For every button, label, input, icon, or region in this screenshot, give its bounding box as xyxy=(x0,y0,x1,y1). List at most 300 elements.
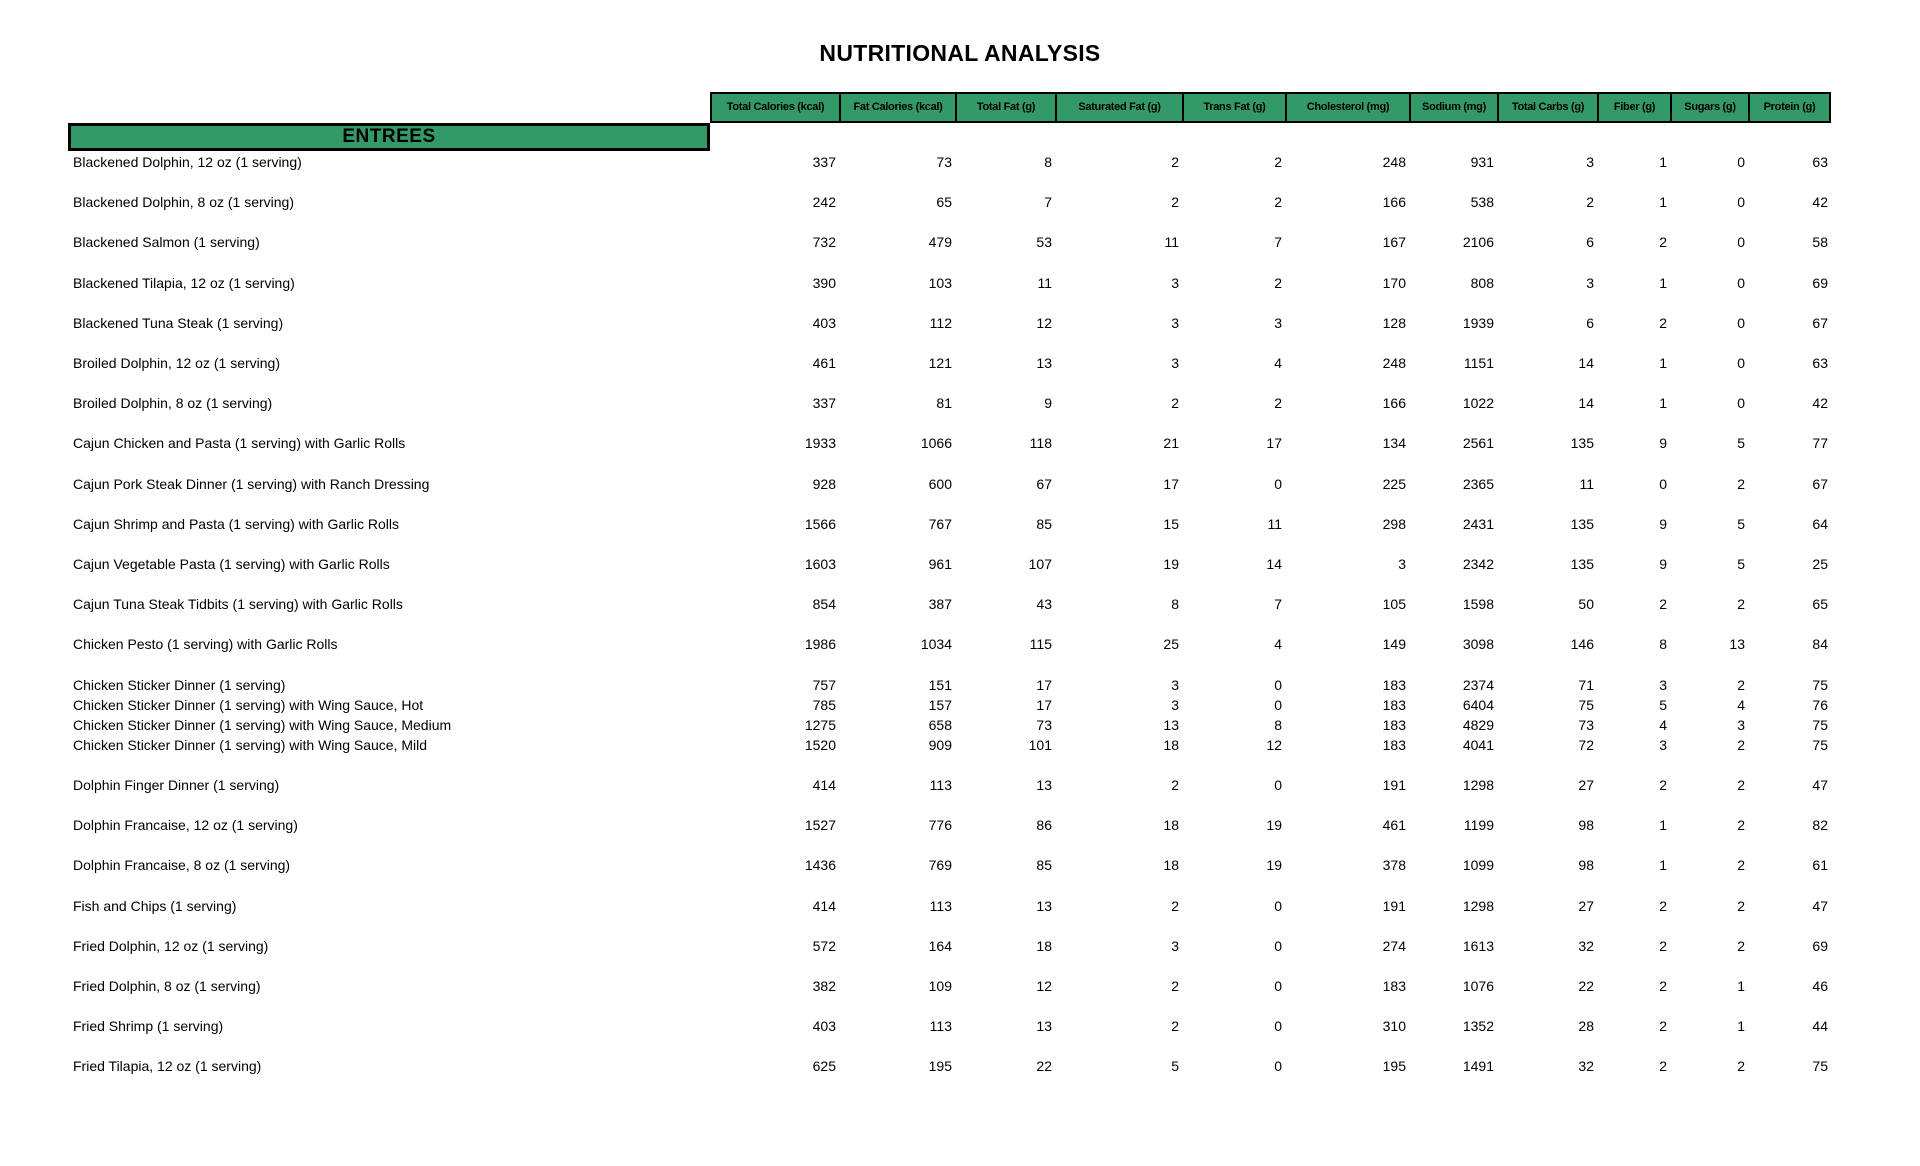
value-cell: 9 xyxy=(1659,435,1667,452)
value-cell: 2 xyxy=(1659,777,1667,793)
value-cell: 625 xyxy=(812,1058,836,1075)
value-cell: 1 xyxy=(1659,154,1667,171)
table-row xyxy=(68,303,1831,343)
value-cell: 8 xyxy=(1044,154,1052,171)
value-cell: 8 xyxy=(1659,636,1667,653)
value-cell: 53 xyxy=(1036,234,1052,251)
value-cell: 248 xyxy=(1382,355,1406,372)
value-cell: 8 xyxy=(1274,716,1282,733)
value-cell: 769 xyxy=(928,857,952,874)
value-cell: 1275 xyxy=(804,716,836,733)
value-cell: 46 xyxy=(1812,977,1828,994)
value-cell: 86 xyxy=(1036,817,1052,834)
value-cell: 170 xyxy=(1382,274,1406,291)
value-cell: 17 xyxy=(1036,696,1052,713)
value-cell: 67 xyxy=(1812,475,1828,492)
value-cell: 17 xyxy=(1036,676,1052,693)
value-cell: 961 xyxy=(928,555,952,572)
column-header: Total Calories (kcal) xyxy=(710,92,839,123)
value-cell: 69 xyxy=(1812,937,1828,954)
value-cell: 9 xyxy=(1659,555,1667,572)
value-cell: 2 xyxy=(1737,817,1745,834)
value-cell: 2 xyxy=(1659,596,1667,613)
item-name-cell: Chicken Sticker Dinner (1 serving) xyxy=(73,676,286,693)
value-cell: 298 xyxy=(1382,515,1406,532)
value-cell: 134 xyxy=(1382,435,1406,452)
value-cell: 7 xyxy=(1044,194,1052,211)
value-cell: 191 xyxy=(1382,777,1406,793)
value-cell: 310 xyxy=(1382,1018,1406,1035)
value-cell: 378 xyxy=(1382,857,1406,874)
value-cell: 0 xyxy=(1274,1058,1282,1075)
value-cell: 2 xyxy=(1274,194,1282,211)
value-cell: 135 xyxy=(1570,515,1594,532)
value-cell: 63 xyxy=(1812,355,1828,372)
value-cell: 3 xyxy=(1659,736,1667,753)
column-header: Fiber (g) xyxy=(1597,92,1670,123)
value-cell: 3 xyxy=(1171,274,1179,291)
value-cell: 390 xyxy=(812,274,836,291)
value-cell: 58 xyxy=(1812,234,1828,251)
item-name-cell: Blackened Tilapia, 12 oz (1 serving) xyxy=(73,274,295,291)
value-cell: 43 xyxy=(1036,596,1052,613)
value-cell: 44 xyxy=(1812,1018,1828,1035)
value-cell: 19 xyxy=(1266,817,1282,834)
value-cell: 121 xyxy=(928,355,952,372)
value-cell: 183 xyxy=(1382,676,1406,693)
value-cell: 75 xyxy=(1812,736,1828,753)
value-cell: 2 xyxy=(1737,676,1745,693)
table-row xyxy=(68,504,1831,544)
value-cell: 387 xyxy=(928,596,952,613)
value-cell: 13 xyxy=(1036,777,1052,793)
value-cell: 11 xyxy=(1164,234,1179,251)
value-cell: 25 xyxy=(1812,555,1828,572)
item-name-cell: Fried Dolphin, 12 oz (1 serving) xyxy=(73,937,269,954)
item-name-cell: Cajun Pork Steak Dinner (1 serving) with Ranch Dressing xyxy=(73,475,430,492)
item-name-cell: Chicken Pesto (1 serving) with Garlic Rolls xyxy=(73,636,338,653)
value-cell: 98 xyxy=(1578,817,1594,834)
value-cell: 0 xyxy=(1274,777,1282,793)
value-cell: 25 xyxy=(1163,636,1179,653)
value-cell: 12 xyxy=(1036,977,1052,994)
value-cell: 1491 xyxy=(1462,1058,1494,1075)
value-cell: 191 xyxy=(1382,897,1406,914)
value-cell: 572 xyxy=(812,937,836,954)
value-cell: 1613 xyxy=(1462,937,1494,954)
value-cell: 0 xyxy=(1274,937,1282,954)
value-cell: 18 xyxy=(1163,817,1179,834)
value-cell: 2 xyxy=(1659,314,1667,331)
value-cell: 13 xyxy=(1036,897,1052,914)
value-cell: 13 xyxy=(1036,355,1052,372)
item-name-cell: Fried Shrimp (1 serving) xyxy=(73,1018,224,1035)
value-cell: 931 xyxy=(1470,154,1494,171)
value-cell: 337 xyxy=(812,395,836,412)
table-row xyxy=(68,805,1831,845)
value-cell: 2 xyxy=(1659,1058,1667,1075)
value-cell: 113 xyxy=(929,897,952,914)
value-cell: 75 xyxy=(1812,716,1828,733)
value-cell: 9 xyxy=(1044,395,1052,412)
value-cell: 2561 xyxy=(1462,435,1494,452)
value-cell: 3 xyxy=(1586,154,1594,171)
table-body xyxy=(68,142,1831,1086)
value-cell: 2342 xyxy=(1462,555,1494,572)
table-row xyxy=(68,383,1831,423)
value-cell: 32 xyxy=(1578,1058,1594,1075)
value-cell: 17 xyxy=(1266,435,1282,452)
value-cell: 414 xyxy=(812,897,836,914)
table-row xyxy=(68,735,1831,755)
value-cell: 1939 xyxy=(1462,314,1494,331)
value-cell: 0 xyxy=(1737,234,1745,251)
value-cell: 854 xyxy=(812,596,836,613)
value-cell: 248 xyxy=(1382,154,1406,171)
value-cell: 9 xyxy=(1659,515,1667,532)
table-row xyxy=(68,715,1831,735)
value-cell: 0 xyxy=(1274,897,1282,914)
item-name-cell: Blackened Dolphin, 12 oz (1 serving) xyxy=(73,154,302,171)
value-cell: 337 xyxy=(812,154,836,171)
item-name-cell: Chicken Sticker Dinner (1 serving) with Wing Sauce, Hot xyxy=(73,696,424,713)
value-cell: 2 xyxy=(1274,154,1282,171)
value-cell: 6404 xyxy=(1462,696,1494,713)
value-cell: 11 xyxy=(1267,515,1282,532)
table-row xyxy=(68,142,1831,182)
value-cell: 1066 xyxy=(920,435,952,452)
value-cell: 76 xyxy=(1812,696,1828,713)
value-cell: 112 xyxy=(929,314,952,331)
value-cell: 15 xyxy=(1163,515,1179,532)
row-spacer xyxy=(68,755,1831,765)
value-cell: 3 xyxy=(1659,676,1667,693)
value-cell: 149 xyxy=(1382,636,1406,653)
value-cell: 1 xyxy=(1659,274,1667,291)
value-cell: 81 xyxy=(936,395,952,412)
value-cell: 18 xyxy=(1163,857,1179,874)
value-cell: 2 xyxy=(1737,937,1745,954)
item-name-cell: Broiled Dolphin, 12 oz (1 serving) xyxy=(73,355,280,372)
table-row xyxy=(68,464,1831,504)
value-cell: 2 xyxy=(1737,1058,1745,1075)
value-cell: 1352 xyxy=(1462,1018,1494,1035)
value-cell: 5 xyxy=(1737,435,1745,452)
item-name-cell: Fried Tilapia, 12 oz (1 serving) xyxy=(73,1058,262,1075)
value-cell: 27 xyxy=(1578,777,1594,793)
value-cell: 183 xyxy=(1382,977,1406,994)
value-cell: 4829 xyxy=(1462,716,1494,733)
value-cell: 50 xyxy=(1578,596,1594,613)
value-cell: 18 xyxy=(1036,937,1052,954)
value-cell: 14 xyxy=(1266,555,1282,572)
value-cell: 135 xyxy=(1570,435,1594,452)
value-cell: 128 xyxy=(1382,314,1406,331)
item-name-cell: Cajun Vegetable Pasta (1 serving) with Garlic Rolls xyxy=(73,555,390,572)
value-cell: 1986 xyxy=(804,636,836,653)
row-spacer xyxy=(68,664,1831,674)
value-cell: 1022 xyxy=(1462,395,1494,412)
value-cell: 6 xyxy=(1586,234,1594,251)
value-cell: 1566 xyxy=(804,515,836,532)
value-cell: 600 xyxy=(928,475,952,492)
value-cell: 5 xyxy=(1659,696,1667,713)
value-cell: 195 xyxy=(1382,1058,1406,1075)
value-cell: 11 xyxy=(1579,475,1594,492)
value-cell: 0 xyxy=(1737,314,1745,331)
table-row xyxy=(68,263,1831,303)
item-name-cell: Fish and Chips (1 serving) xyxy=(73,897,237,914)
value-cell: 32 xyxy=(1578,937,1594,954)
value-cell: 757 xyxy=(812,676,836,693)
value-cell: 2374 xyxy=(1462,676,1494,693)
value-cell: 461 xyxy=(1382,817,1406,834)
value-cell: 82 xyxy=(1812,817,1828,834)
value-cell: 166 xyxy=(1382,395,1406,412)
value-cell: 0 xyxy=(1737,154,1745,171)
value-cell: 28 xyxy=(1578,1018,1594,1035)
section-banner-label: ENTREES xyxy=(342,126,436,147)
value-cell: 1 xyxy=(1659,857,1667,874)
value-cell: 73 xyxy=(936,154,952,171)
item-name-cell: Blackened Tuna Steak (1 serving) xyxy=(73,314,284,331)
value-cell: 2 xyxy=(1737,736,1745,753)
value-cell: 195 xyxy=(928,1058,952,1075)
column-header: Trans Fat (g) xyxy=(1182,92,1285,123)
item-name-cell: Broiled Dolphin, 8 oz (1 serving) xyxy=(73,395,273,412)
table-row xyxy=(68,544,1831,584)
value-cell: 1520 xyxy=(804,736,836,753)
value-cell: 146 xyxy=(1570,636,1594,653)
value-cell: 0 xyxy=(1274,676,1282,693)
value-cell: 732 xyxy=(812,234,836,251)
value-cell: 403 xyxy=(812,1018,836,1035)
value-cell: 7 xyxy=(1274,596,1282,613)
item-name-cell: Cajun Shrimp and Pasta (1 serving) with Garlic Rolls xyxy=(73,515,400,532)
value-cell: 4 xyxy=(1737,696,1745,713)
value-cell: 2 xyxy=(1274,274,1282,291)
value-cell: 183 xyxy=(1382,716,1406,733)
column-header: Fat Calories (kcal) xyxy=(839,92,955,123)
value-cell: 164 xyxy=(928,937,952,954)
item-name-cell: Fried Dolphin, 8 oz (1 serving) xyxy=(73,977,261,994)
value-cell: 18 xyxy=(1163,736,1179,753)
value-cell: 73 xyxy=(1578,716,1594,733)
item-name-cell: Blackened Dolphin, 8 oz (1 serving) xyxy=(73,194,295,211)
value-cell: 382 xyxy=(812,977,836,994)
value-cell: 183 xyxy=(1382,696,1406,713)
value-cell: 77 xyxy=(1812,435,1828,452)
page-title: NUTRITIONAL ANALYSIS xyxy=(819,40,1101,66)
value-cell: 42 xyxy=(1812,395,1828,412)
value-cell: 3 xyxy=(1737,716,1745,733)
value-cell: 98 xyxy=(1578,857,1594,874)
value-cell: 2 xyxy=(1171,1018,1179,1035)
value-cell: 4041 xyxy=(1462,736,1494,753)
value-cell: 65 xyxy=(1812,596,1828,613)
value-cell: 1 xyxy=(1737,977,1745,994)
value-cell: 67 xyxy=(1812,314,1828,331)
value-cell: 2 xyxy=(1171,897,1179,914)
value-cell: 242 xyxy=(812,194,836,211)
table-row xyxy=(68,926,1831,966)
value-cell: 3 xyxy=(1171,696,1179,713)
value-cell: 2 xyxy=(1659,1018,1667,1035)
value-cell: 0 xyxy=(1737,395,1745,412)
table-row xyxy=(68,343,1831,383)
value-cell: 5 xyxy=(1737,555,1745,572)
value-cell: 113 xyxy=(929,1018,952,1035)
value-cell: 107 xyxy=(1028,555,1052,572)
column-header: Protein (g) xyxy=(1748,92,1831,123)
column-header: Total Carbs (g) xyxy=(1497,92,1597,123)
value-cell: 2 xyxy=(1171,777,1179,793)
value-cell: 75 xyxy=(1578,696,1594,713)
value-cell: 403 xyxy=(812,314,836,331)
value-cell: 3 xyxy=(1171,355,1179,372)
value-cell: 3 xyxy=(1274,314,1282,331)
value-cell: 3 xyxy=(1171,676,1179,693)
value-cell: 2 xyxy=(1171,395,1179,412)
value-cell: 65 xyxy=(936,194,952,211)
value-cell: 1 xyxy=(1659,194,1667,211)
value-cell: 2106 xyxy=(1462,234,1494,251)
column-header: Total Fat (g) xyxy=(955,92,1055,123)
table-header-row xyxy=(710,92,1831,123)
value-cell: 72 xyxy=(1578,736,1594,753)
value-cell: 13 xyxy=(1036,1018,1052,1035)
value-cell: 13 xyxy=(1163,716,1179,733)
value-cell: 461 xyxy=(812,355,836,372)
value-cell: 157 xyxy=(928,696,952,713)
value-cell: 6 xyxy=(1586,314,1594,331)
value-cell: 658 xyxy=(928,716,952,733)
table-row xyxy=(68,624,1831,664)
table-row xyxy=(68,1046,1831,1086)
value-cell: 21 xyxy=(1163,435,1179,452)
column-header: Saturated Fat (g) xyxy=(1055,92,1182,123)
value-cell: 167 xyxy=(1382,234,1406,251)
value-cell: 71 xyxy=(1578,676,1594,693)
value-cell: 2 xyxy=(1586,194,1594,211)
value-cell: 105 xyxy=(1382,596,1406,613)
item-name-cell: Cajun Tuna Steak Tidbits (1 serving) with Garlic Rolls xyxy=(73,596,403,613)
value-cell: 225 xyxy=(1382,475,1406,492)
value-cell: 64 xyxy=(1812,515,1828,532)
value-cell: 13 xyxy=(1729,636,1745,653)
value-cell: 67 xyxy=(1036,475,1052,492)
value-cell: 1099 xyxy=(1462,857,1494,874)
value-cell: 2431 xyxy=(1462,515,1494,532)
value-cell: 2 xyxy=(1171,194,1179,211)
value-cell: 776 xyxy=(928,817,952,834)
item-name-cell: Chicken Sticker Dinner (1 serving) with Wing Sauce, Medium xyxy=(73,716,452,733)
table-row xyxy=(68,845,1831,885)
value-cell: 928 xyxy=(812,475,836,492)
value-cell: 2365 xyxy=(1462,475,1494,492)
value-cell: 151 xyxy=(928,676,952,693)
table-row xyxy=(68,222,1831,262)
value-cell: 2 xyxy=(1737,596,1745,613)
value-cell: 85 xyxy=(1036,515,1052,532)
value-cell: 17 xyxy=(1163,475,1179,492)
value-cell: 1034 xyxy=(920,636,952,653)
value-cell: 0 xyxy=(1274,475,1282,492)
value-cell: 75 xyxy=(1812,676,1828,693)
value-cell: 22 xyxy=(1036,1058,1052,1075)
value-cell: 2 xyxy=(1171,154,1179,171)
value-cell: 479 xyxy=(928,234,952,251)
value-cell: 69 xyxy=(1812,274,1828,291)
value-cell: 414 xyxy=(812,777,836,793)
value-cell: 19 xyxy=(1266,857,1282,874)
table-row xyxy=(68,674,1831,694)
value-cell: 73 xyxy=(1036,716,1052,733)
value-cell: 0 xyxy=(1737,355,1745,372)
value-cell: 4 xyxy=(1274,636,1282,653)
value-cell: 12 xyxy=(1036,314,1052,331)
value-cell: 1933 xyxy=(804,435,836,452)
table-row xyxy=(68,423,1831,463)
table-row xyxy=(68,584,1831,624)
value-cell: 0 xyxy=(1274,696,1282,713)
item-name-cell: Blackened Salmon (1 serving) xyxy=(73,234,260,251)
value-cell: 767 xyxy=(928,515,952,532)
value-cell: 2 xyxy=(1659,937,1667,954)
value-cell: 0 xyxy=(1737,194,1745,211)
value-cell: 27 xyxy=(1578,897,1594,914)
value-cell: 42 xyxy=(1812,194,1828,211)
value-cell: 1603 xyxy=(804,555,836,572)
value-cell: 183 xyxy=(1382,736,1406,753)
value-cell: 84 xyxy=(1812,636,1828,653)
value-cell: 0 xyxy=(1737,274,1745,291)
value-cell: 274 xyxy=(1382,937,1406,954)
value-cell: 135 xyxy=(1570,555,1594,572)
table-row xyxy=(68,765,1831,805)
item-name-cell: Dolphin Francaise, 8 oz (1 serving) xyxy=(73,857,291,874)
value-cell: 2 xyxy=(1659,897,1667,914)
value-cell: 1598 xyxy=(1462,596,1494,613)
value-cell: 113 xyxy=(929,777,952,793)
value-cell: 47 xyxy=(1812,897,1828,914)
value-cell: 1076 xyxy=(1462,977,1494,994)
value-cell: 3 xyxy=(1586,274,1594,291)
value-cell: 3 xyxy=(1171,937,1179,954)
value-cell: 3 xyxy=(1398,555,1406,572)
value-cell: 2 xyxy=(1171,977,1179,994)
table-row xyxy=(68,182,1831,222)
item-name-cell: Dolphin Finger Dinner (1 serving) xyxy=(73,777,280,793)
value-cell: 4 xyxy=(1659,716,1667,733)
value-cell: 0 xyxy=(1659,475,1667,492)
table-row xyxy=(68,966,1831,1006)
value-cell: 1 xyxy=(1659,817,1667,834)
value-cell: 2 xyxy=(1659,234,1667,251)
value-cell: 0 xyxy=(1274,1018,1282,1035)
column-header: Cholesterol (mg) xyxy=(1285,92,1409,123)
column-header: Sugars (g) xyxy=(1670,92,1748,123)
value-cell: 3098 xyxy=(1462,636,1494,653)
value-cell: 22 xyxy=(1578,977,1594,994)
table-row xyxy=(68,1006,1831,1046)
value-cell: 2 xyxy=(1737,897,1745,914)
value-cell: 0 xyxy=(1274,977,1282,994)
value-cell: 109 xyxy=(928,977,952,994)
value-cell: 115 xyxy=(1029,636,1052,653)
value-cell: 1298 xyxy=(1462,897,1494,914)
value-cell: 2 xyxy=(1274,395,1282,412)
